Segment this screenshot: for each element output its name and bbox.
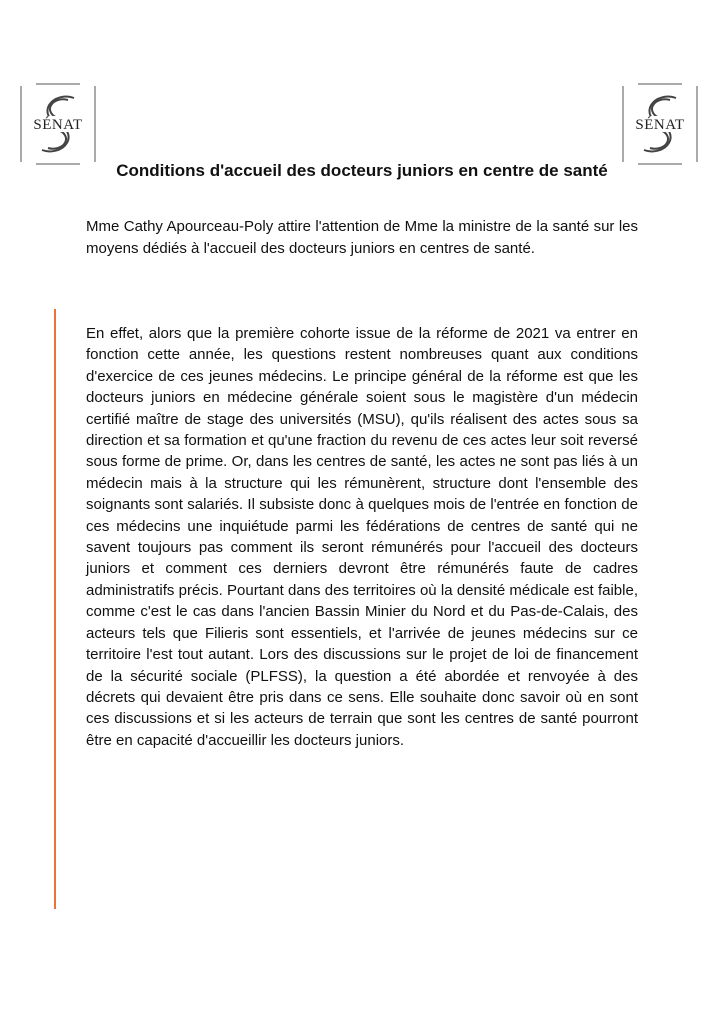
senat-logo-word: SÉNAT (635, 117, 685, 133)
senat-logo-icon (20, 80, 96, 166)
question-intro: Mme Cathy Apourceau-Poly attire l'attention de Mme la ministre de la santé sur les moyens dédiés à l'accueil des docteurs juniors en centres de santé. (86, 218, 638, 257)
question-body: En effet, alors que la première cohorte issue de la réforme de 2021 va entrer en fonction cette année, les questions restent nombreuses quant aux conditions d'exercice de ces jeunes médecins. Le principe général de la réforme est que les docteurs juniors en médecine générale soient sous le magistère d'un médecin certifié maître de stage des universités (MSU), qu'ils réalisent des actes sous sa direction et sa formation et qu'une fraction du revenu de ces actes leur soit reversé sous forme de prime. Or, dans les centres de santé, les actes ne sont pas liés à un médecin mais à la structure qui les rémunèrent, structure dont l'ensemble des soignants sont salariés. Il subsiste donc à quelques mois de l'entrée en fonction de ces médecins une inquiétude parmi les fédérations de centres de santé qui ne savent toujours pas comment ils seront rémunérés pour l'accueil des docteurs juniors et comment ces derniers devront être rémunérés faute de cadres administratifs précis. Pourtant dans des territoires où la densité médicale est faible, comme c'est le cas dans l'ancien Bassin Minier du Nord et du Pas-de-Calais, des acteurs tels que Filieris sont essentiels, et l'arrivée de jeunes médecins sur ce territoire l'est tout autant. Lors des discussions sur le projet de loi de financement de la sécurité sociale (PLFSS), la question a été abordée et renvoyée à des décrets qui devaient être pris dans ce sens. Elle souhaite donc savoir où en sont ces discussions et si les acteurs de terrain que sont les centres de santé pourront être en capacité d'accueillir les docteurs juniors. (86, 325, 638, 749)
accent-bar (54, 309, 56, 909)
senat-logo-icon (622, 80, 698, 166)
senat-logo-right (622, 80, 698, 166)
senat-logo-word: SÉNAT (33, 117, 83, 133)
senat-logo-left (20, 80, 96, 166)
question-title: Conditions d'accueil des docteurs juniors en centre de santé (116, 161, 608, 180)
